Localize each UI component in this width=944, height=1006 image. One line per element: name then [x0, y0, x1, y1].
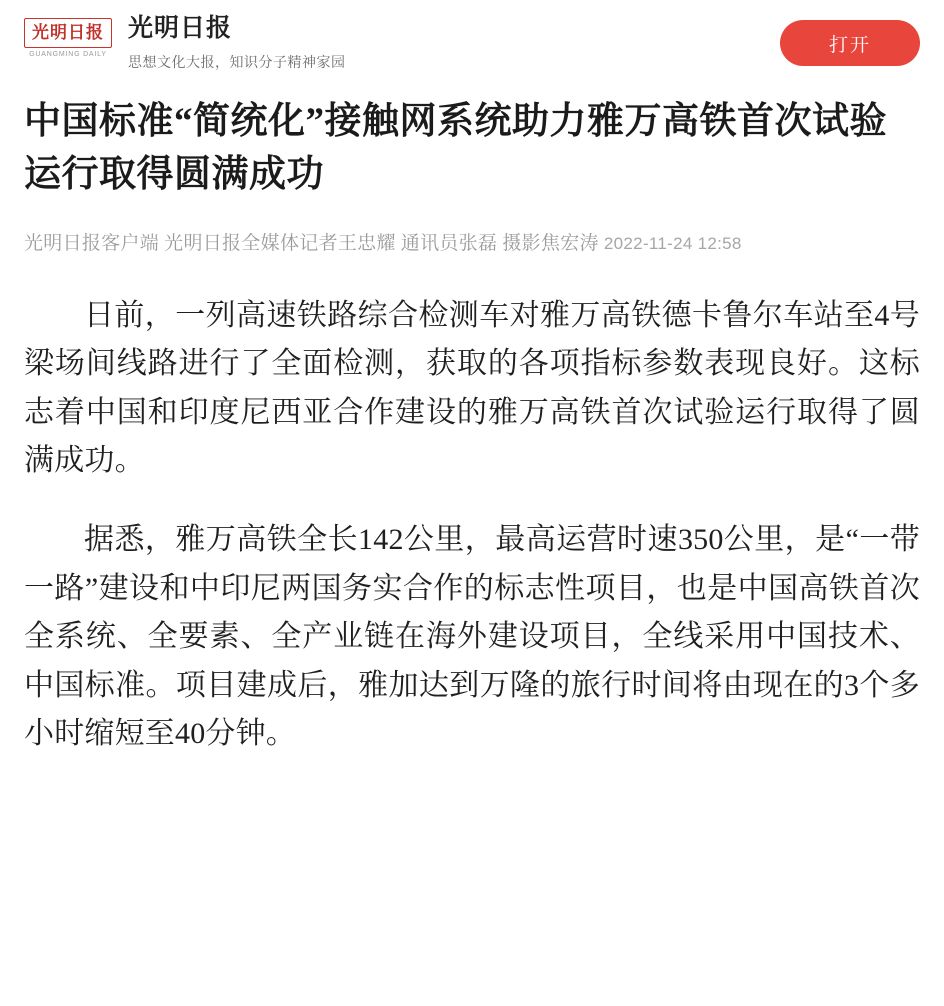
article-paragraph: 日前，一列高速铁路综合检测车对雅万高铁德卡鲁尔车站至4号梁场间线路进行了全面检测，获取的各项指标参数表现良好。这标志着中国和印度尼西亚合作建设的雅万高铁首次试验运行取得了圆满成功。: [24, 298, 920, 478]
byline-source: 光明日报客户端 光明日报全媒体记者王忠耀 通讯员张磊 摄影焦宏涛: [24, 233, 599, 255]
open-app-button[interactable]: 打开: [780, 20, 920, 66]
byline: [24, 231, 920, 258]
brand-slogan: 思想文化大报，知识分子精神家园: [128, 54, 346, 70]
guangming-daily-logo-icon: 光明日报: [24, 18, 112, 48]
site-header: [24, 0, 920, 74]
article-paragraph: 据悉，雅万高铁全长142公里，最高运营时速350公里，是“一带一路”建设和中印尼两国务实合作的标志性项目，也是中国高铁首次全系统、全要素、全产业链在海外建设项目，全线采用中国技术、中国标准。项目建成后，雅加达到万隆的旅行时间将由现在的3个多小时缩短至40分钟。: [24, 523, 920, 751]
article-body: [24, 292, 920, 759]
logo-pinyin-label: GUANGMING DAILY: [29, 51, 107, 58]
page-title: 中国标准“简统化”接触网系统助力雅万高铁首次试验运行取得圆满成功: [24, 101, 887, 195]
brand-block: [128, 14, 780, 72]
publisher-logo[interactable]: [24, 14, 116, 58]
publish-timestamp: 2022-11-24 12:58: [603, 234, 742, 254]
brand-name: 光明日报: [128, 15, 233, 42]
